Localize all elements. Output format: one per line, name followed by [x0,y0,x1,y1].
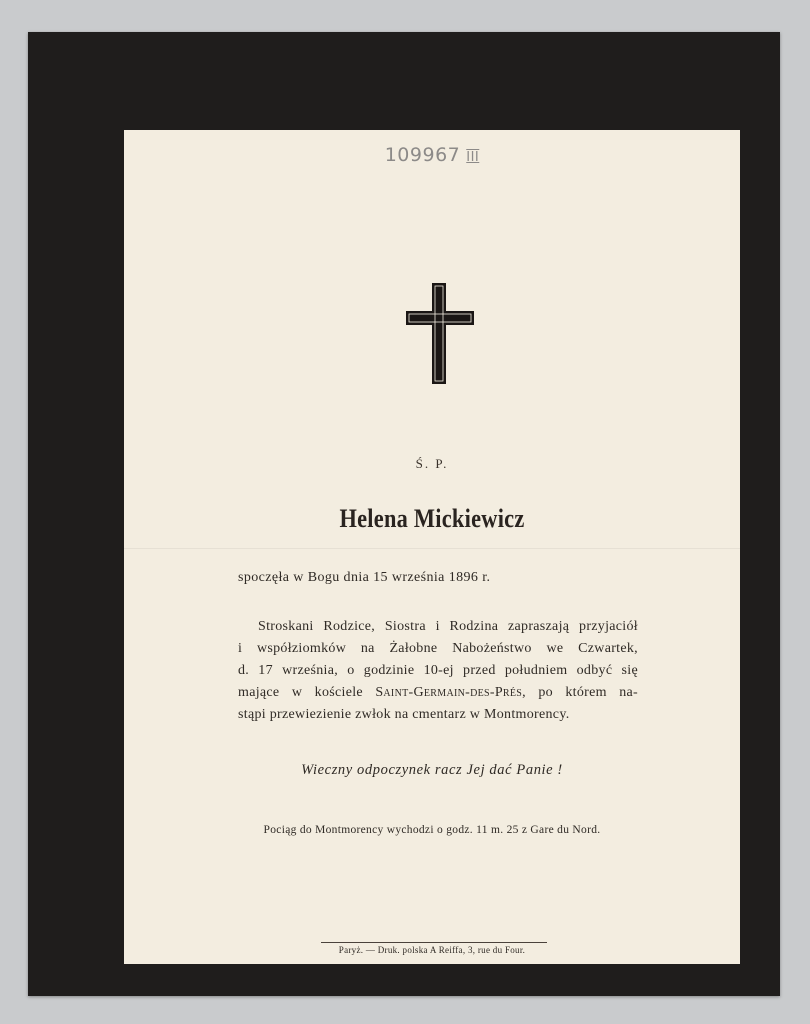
archive-roman-numeral: III [466,150,480,165]
invitation-line-3: d. 17 września, o godzinie 10-ej przed południem odbyć się [238,663,638,678]
archive-number-value: 109967 [384,144,461,166]
church-name: Saint-Germain-des-Prés [375,685,523,700]
fold-line [124,548,740,549]
archive-number [124,144,740,166]
invitation-line-4-start: mające w kościele [238,685,376,700]
printer-imprint: Paryż. — Druk. polska A Reiffa, 3, rue du Four. [338,945,526,955]
cross-icon [405,282,475,386]
invitation-line-4 [238,682,638,704]
obituary-card [124,130,740,964]
death-date-line: spoczęła w Bogu dnia 15 września 1896 r. [238,570,491,585]
deceased-name: Helena Mickiewicz [339,504,525,533]
invitation-line-4-end: , po którem na- [522,685,638,700]
invitation-paragraph [238,616,638,726]
invitation-line-5: stąpi przewiezienie zwłok na cmentarz w Montmorency. [238,707,570,722]
invitation-line-1: Stroskani Rodzice, Siostra i Rodzina zapraszają przyjaciół [258,619,638,634]
mourning-border [28,32,780,996]
prayer-line: Wieczny odpoczynek racz Jej dać Panie ! [301,762,563,778]
printer-rule [321,942,547,943]
initials-sp: Ś. P. [415,456,449,471]
invitation-line-2: i współziomków na Żałobne Nabożeństwo we Czwartek, [238,641,638,656]
train-note: Pociąg do Montmorency wychodzi o godz. 11 m. 25 z Gare du Nord. [263,824,601,836]
